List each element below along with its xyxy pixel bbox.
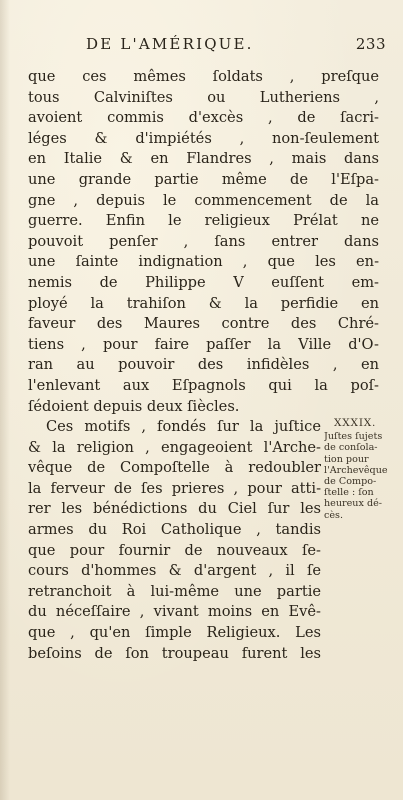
running-head (86, 35, 386, 57)
text-line: ployé la trahiſon & la perfidie en (28, 294, 379, 312)
text-line: faveur des Maures contre des Chré- (28, 315, 379, 333)
body-text (28, 67, 379, 664)
marginal-note-line: ſtelle : ſon (324, 487, 374, 499)
text-line: armes du Roi Catholique , tandis (28, 521, 321, 539)
text-line: ſédoient depuis deux ſiècles. (28, 397, 240, 415)
text-line: en Italie & en Flandres , mais dans (28, 150, 379, 168)
text-line: pouvoit penſer , ſans entrer dans (28, 232, 379, 250)
text-line: vêque de Compoſtelle à redoubler (28, 459, 321, 477)
text-line: cours d'hommes & d'argent , il ſe (28, 562, 321, 580)
text-line: que ces mêmes ſoldats , preſque (28, 68, 379, 85)
text-line: beſoins de ſon troupeau furent les (28, 644, 321, 662)
page-number: 233 (355, 35, 386, 53)
text-line: nemis de Philippe V euſſent em- (28, 273, 379, 291)
text-line: léges & d'impiétés , non-ſeulement (28, 129, 379, 147)
text-line: ran au pouvoir des infidèles , en (28, 356, 379, 374)
page-gutter-shadow (0, 0, 10, 800)
text-line: Ces motifs , fondés ſur la juſtice (46, 418, 321, 436)
text-line: gne , depuis le commencement de la (28, 191, 379, 209)
text-line: l'enlevant aux Eſpagnols qui la poſ- (28, 376, 379, 394)
text-line: une grande partie même de l'Eſpa- (28, 170, 379, 188)
running-title: DE L'AMÉRIQUE. (86, 35, 254, 53)
text-line: tous Calviniſtes ou Lutheriens , (28, 88, 379, 106)
text-line: tiens , pour faire paſſer la Ville d'O- (28, 335, 379, 353)
text-line: du néceſſaire , vivant moins en Evê- (28, 603, 321, 621)
marginal-note-line: cès. (324, 509, 344, 521)
marginal-note-line: heureux dé- (324, 498, 382, 510)
text-line: retranchoit à lui-même une partie (28, 582, 321, 600)
text-line: une ſainte indignation , que les en- (28, 253, 379, 271)
text-line: guerre. Enfin le religieux Prélat ne (28, 212, 379, 230)
text-line: que , qu'en ſimple Religieux. Les (28, 624, 321, 642)
text-line: avoient commis d'excès , de ſacri- (28, 109, 379, 127)
text-line: rer les bénédictions du Ciel ſur les (28, 500, 321, 518)
marginal-note-line: de Compo- (324, 476, 377, 488)
marginal-note-line: l'Archevêque (324, 464, 388, 476)
marginal-note-number: XXXIX. (334, 417, 377, 429)
marginal-note-line: Juſtes ſujets (324, 431, 383, 443)
text-line: que pour fournir de nouveaux ſe- (28, 541, 321, 559)
marginal-note-line: tion pour (324, 453, 369, 465)
text-line: & la religion , engageoient l'Arche- (28, 438, 321, 456)
marginal-note-line: de conſola- (324, 442, 378, 454)
marginal-note (324, 418, 396, 521)
text-line: la ferveur de ſes prieres , pour atti- (28, 479, 321, 497)
